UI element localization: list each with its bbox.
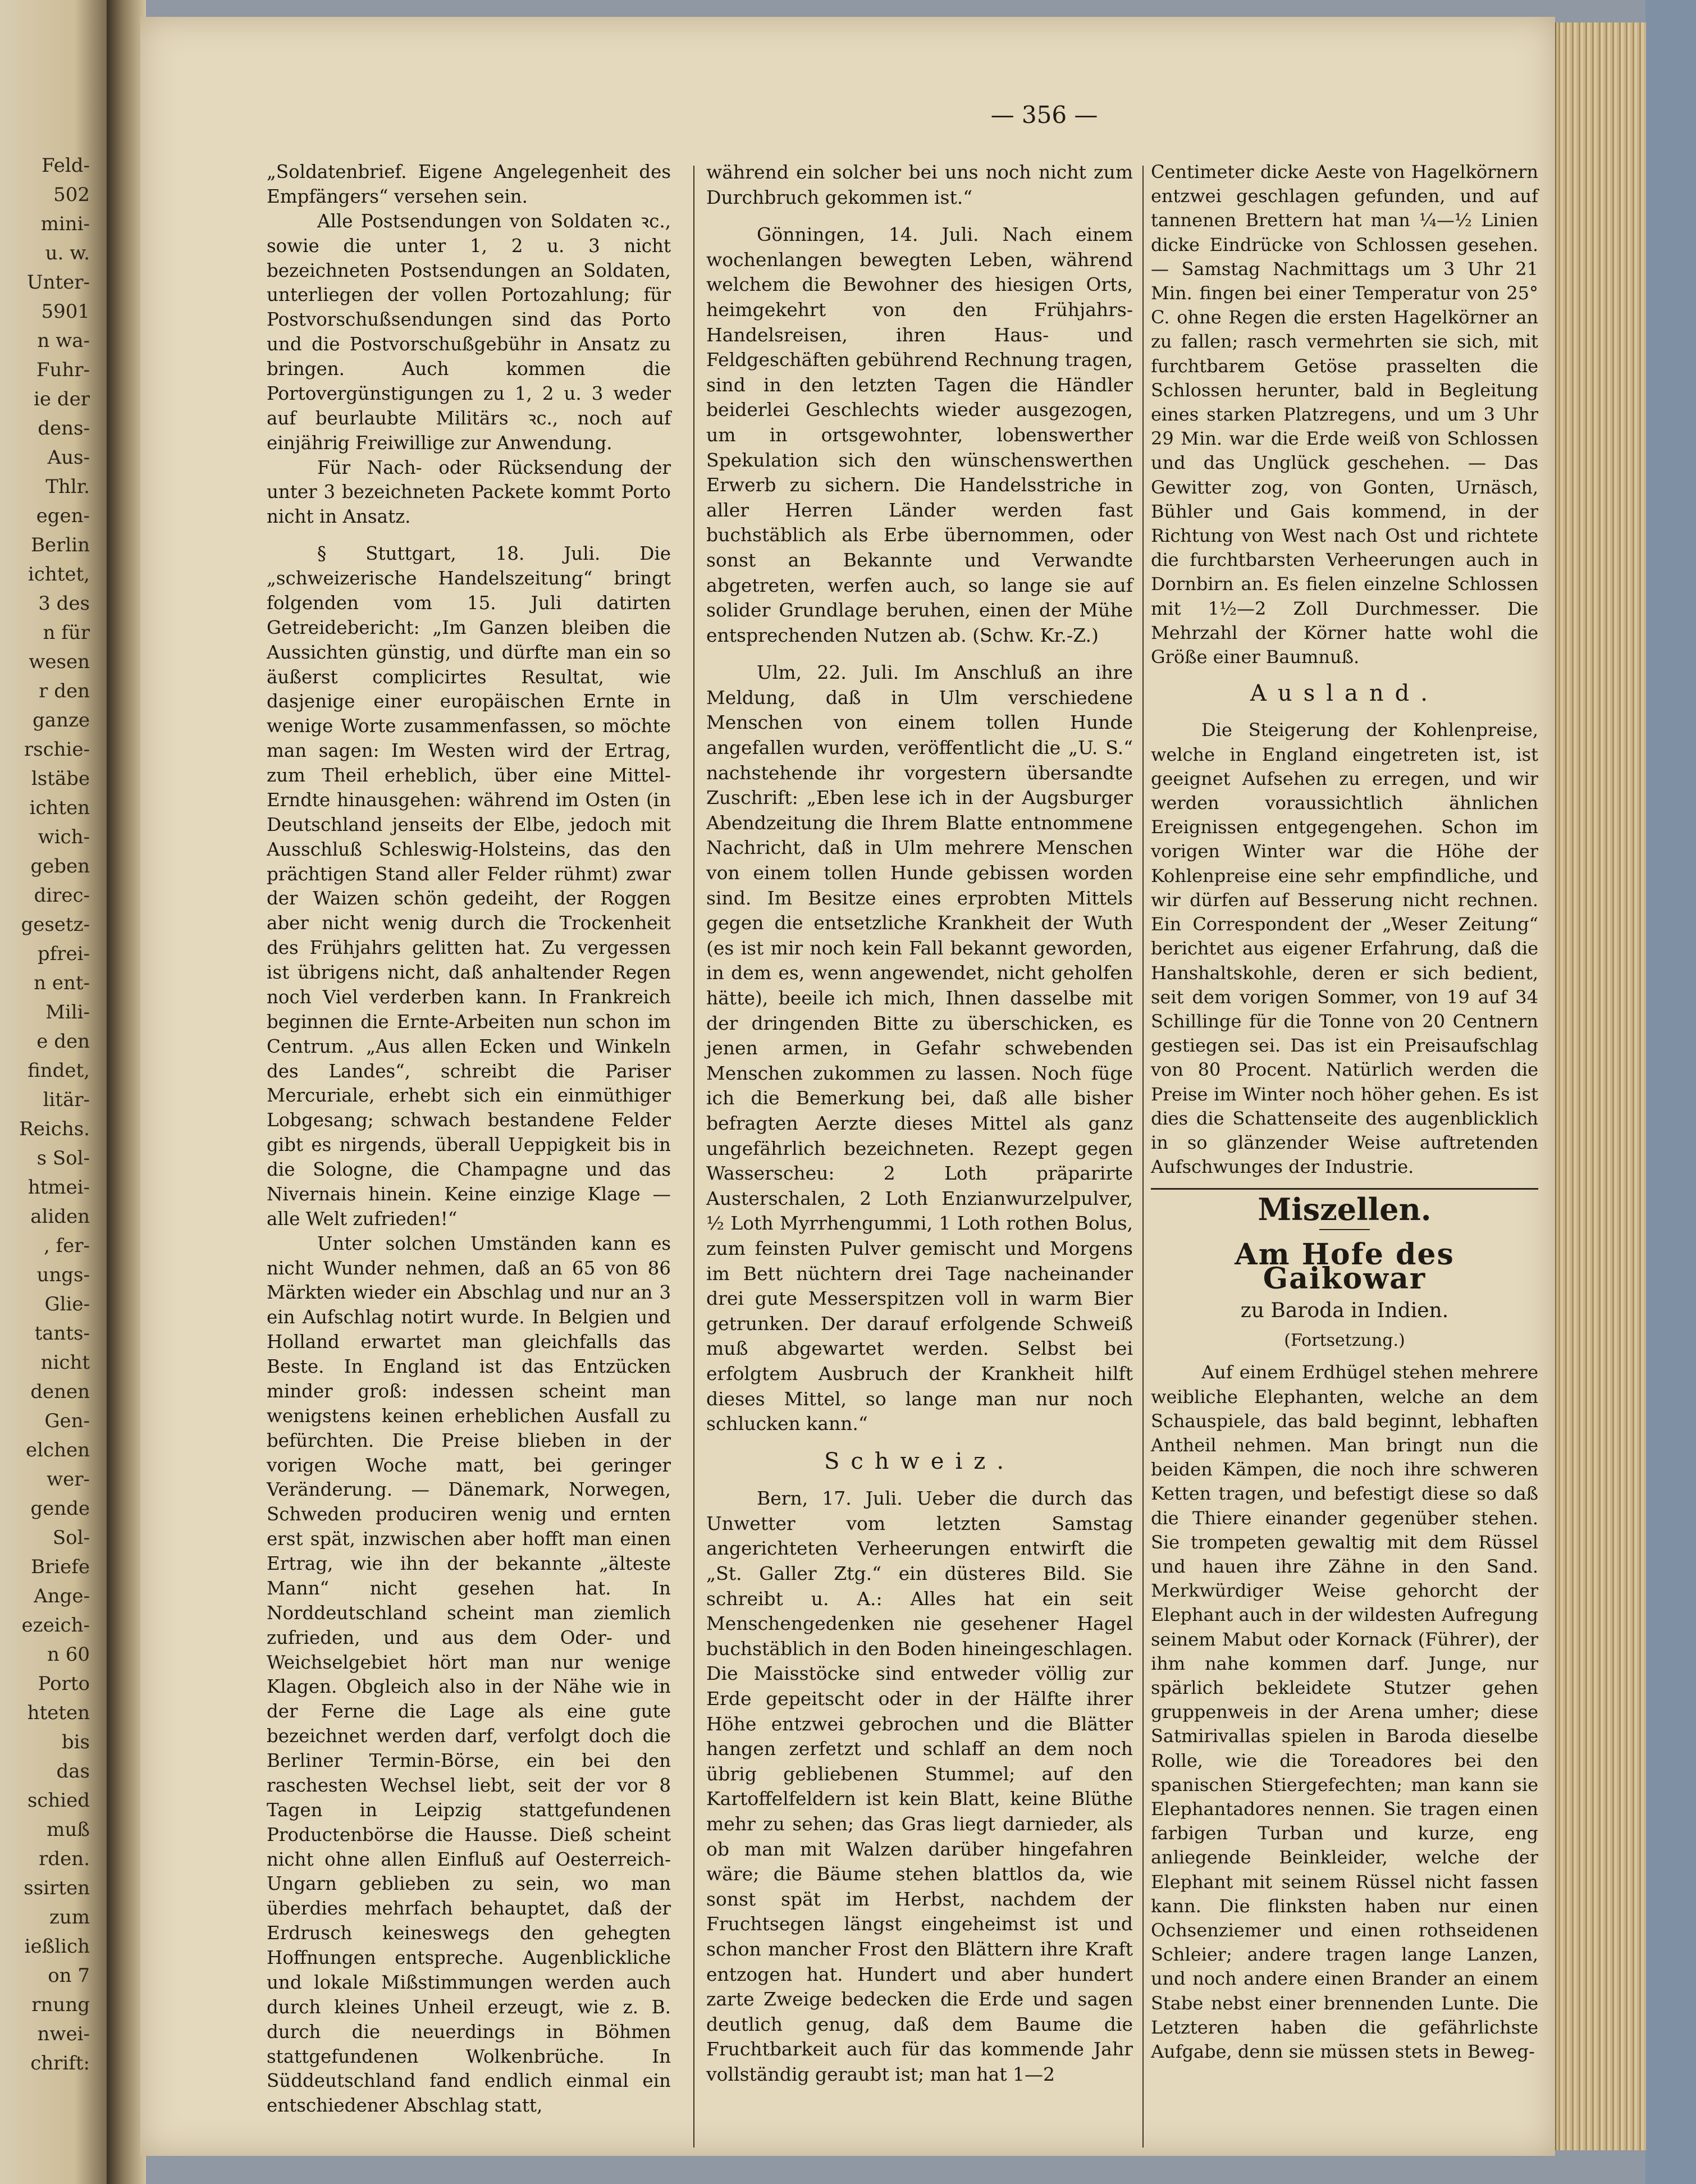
facing-page-text: hteten <box>27 1702 90 1724</box>
facing-page-text: dens- <box>38 417 90 440</box>
page-edges <box>1555 22 1646 2150</box>
facing-page-text: 5901 <box>41 300 90 323</box>
facing-page-text: s Sol- <box>36 1147 90 1169</box>
article-paragraph: Bern, 17. Juli. Ueber die durch das Unwetter vom letzten Samstag angerichteten Verheerungen entwirft die „St. Galler Ztg.“ ein düsteres Bild. Sie schreibt u. A.: Alles hat ein seit Menschengedenken nie gesehener Hagel buchstäblich in den Boden hineingeschlagen. Die Maisstöcke sind entweder völlig zur Erde gepeitscht oder in der Hälfte ihrer Höhe entzwei gebrochen und die Blätter hangen zerfetzt und schlaff an dem noch übrig gebliebenen Stummel; auf den Kartoffelfeldern ist kein Blatt, keine Blüthe mehr zu sehen; das Gras liegt darnieder, als ob man mit Walzen darüber hingefahren wäre; die Bäume stehen blattlos da, wie sonst spät im Herbst, nachdem der Fruchtsegen längst eingeheimst ist und schon mancher Frost den Blättern ihre Kraft entzogen hat. Hundert und aber hundert zarte Zweige bedecken die Erde und sagen deutlich genug, daß dem Baume die Fruchtbarkeit auch für das kommende Jahr vollständig geraubt ist; man hat 1—2 <box>706 1487 1133 2085</box>
facing-page-text: htmei- <box>28 1176 90 1199</box>
section-heading: Miszellen. <box>1258 1191 1432 1228</box>
facing-page-text: Glie- <box>44 1293 90 1315</box>
facing-page-text: n ent- <box>34 972 90 994</box>
facing-page-text: Mili- <box>45 1001 90 1024</box>
facing-page-text: Berlin <box>30 534 90 556</box>
facing-page-text: gende <box>30 1497 90 1520</box>
article-paragraph: Die Steigerung der Kohlenpreise, welche in England eingetreten ist, ist geeignet Aufsehen zu erregen, und wir werden voraussichtlich ähnlichen Ereignissen entgegengehen. Schon im vorigen Winter war die Höhe der Kohlenpreise eine sehr empfindliche, und wir dürfen auf Besserung nicht rechnen. Ein Correspondent der „Weser Zeitung“ berichtet aus eigener Erfahrung, daß die Hanshaltskohle, deren er sich bedient, seit dem vorigen Sommer, von 19 auf 34 Schillinge für die Tonne von 20 Centnern gestiegen sei. Das ist ein Preisaufschlag von 80 Procent. Natürlich werden die Preise im Winter noch höher gehen. Es ist dies die Schattenseite des augenblicklich in so glänzender Weise auftretenden Aufschwunges der Industrie. <box>1151 719 1538 1178</box>
facing-page-text: Feld- <box>42 154 90 177</box>
facing-page-text: Unter- <box>26 271 90 294</box>
facing-page-text: aliden <box>30 1205 90 1228</box>
facing-page-text: , fer- <box>43 1235 90 1257</box>
facing-page-text: egen- <box>36 505 90 527</box>
facing-page-text: Reichs. <box>19 1118 90 1140</box>
facing-page-fragment <box>0 0 107 2184</box>
facing-page-text: ichtet, <box>28 563 90 586</box>
facing-page-text: Briefe <box>31 1556 90 1578</box>
divider-rule <box>1151 1188 1538 1190</box>
facing-page-text: zum <box>49 1906 90 1929</box>
column-rule <box>1142 166 1144 2148</box>
facing-page-text: wesen <box>29 651 90 673</box>
section-heading: Ausland. <box>1250 680 1439 707</box>
article-paragraph: Unter solchen Umständen kann es nicht Wunder nehmen, daß an 65 von 86 Märkten wieder ein Abschlag und nur an 3 ein Aufschlag notirt wurde. In Belgien und Holland erwartet man gleichfalls das Beste. In England ist das Entzücken minder groß: indessen scheint man wenigstens keinen erheblichen Ausfall zu befürchten. Die Preise blieben in der vorigen Woche matt, bei geringer Veränderung. — Dänemark, Norwegen, Schweden produciren wenig und ernten erst spät, inzwischen aber hofft man einen Ertrag, wie ihn der bekannte „älteste Mann“ nicht gesehen hat. In Norddeutschland scheint man ziemlich zufrieden, und aus dem Oder- und Weichselgebiet hört man nur wenige Klagen. Obgleich also in der Nähe wie in der Ferne die Lage als eine gute bezeichnet werden darf, verfolgt doch die Berliner Termin-Börse, ein bei den raschesten Wechsel liebt, seit der vor 8 Tagen in Leipzig stattgefundenen Productenbörse die Hausse. Dieß scheint nicht ohne allen Einfluß auf Oesterreich-Ungarn geblieben zu sein, wo man überdies mehrfach behauptet, daß der Erdrusch keineswegs den gehegten Hoffnungen entspreche. Augenblickliche und lokale Mißstimmungen werden auch durch kleines Unheil erzeugt, wie z. B. durch die neuerdings in Böhmen stattgefundenen Wolkenbrüche. In Süddeutschland fand endlich einmal ein entschiedener Abschlag statt, <box>267 1232 671 2117</box>
facing-page-text: litär- <box>43 1089 90 1111</box>
facing-page-text: ießlich <box>24 1935 90 1958</box>
story-title: Am Hofe des Gaikowar <box>1235 1237 1455 1296</box>
facing-page-text: n für <box>43 622 90 644</box>
facing-page-text: Thlr. <box>45 476 90 498</box>
facing-page-text: Porto <box>38 1673 90 1695</box>
facing-page-text: ichten <box>29 797 90 819</box>
facing-page-text: ssirten <box>24 1877 90 1899</box>
facing-page-text: elchen <box>26 1439 90 1461</box>
column-2 <box>706 160 1133 2087</box>
facing-page-text: nwei- <box>37 2023 90 2045</box>
article-paragraph: während ein solcher bei uns noch nicht zum Durchbruch gekommen ist.“ <box>706 161 1133 208</box>
facing-page-text: gesetz- <box>21 913 90 936</box>
article-paragraph: Auf einem Erdhügel stehen mehrere weibliche Elephanten, welche an dem Schauspiele, das bald beginnt, lebhaften Antheil nehmen. Man bringt nun die beiden Kämpen, die noch ihre schweren Ketten tragen, und befestigt diese so daß die Thiere einander gegenüber stehen. Sie trompeten gewaltig mit dem Rüssel und hauen ihre Zähne in den Sand. Merkwürdiger Weise gehorcht der Elephant auch in der wildesten Aufregung seinem Mabut oder Kornack (Führer), der ihm nahe kommen darf. Junge, nur spärlich bekleidete Stutzer gehen gruppenweis in der Arena umher; diese Satmirivallas spielen in Baroda dieselbe Rolle, wie die Toreadores bei den spanischen Stiergefechten; man kann sie Elephantadores nennen. Sie tragen einen farbigen Turban und kurze, eng anliegende Beinkleider, welche der Elephant mit seinem Rüssel nicht fassen kann. Die flinksten haben nur einen Ochsenziemer und einen rothseidenen Schleier; andere tragen lange Lanzen, und noch andere einen Brander an einem Stabe nebst einer brennenden Lunte. Die Letzteren haben die gefährlichste Aufgabe, denn sie müssen stets in Beweg- <box>1151 1361 1538 2063</box>
section-heading: Schweiz. <box>824 1448 1016 1474</box>
article-paragraph: Ulm, 22. Juli. Im Anschluß an ihre Meldung, daß in Ulm verschiedene Menschen von einem tollen Hunde angefallen wurden, veröffentlicht die „U. S.“ nachstehende ihr vorgestern übersandte Zuschrift: „Eben lese ich in der Augsburger Abendzeitung die Ihrem Blatte entnommene Nachricht, daß in Ulm mehrere Menschen von einem tollen Hunde gebissen worden sind. Im Besitze eines erprobten Mittels gegen die entsetzliche Krankheit der Wuth (es ist mir noch kein Fall bekannt geworden, in dem es, wenn angewendet, nicht geholfen hätte), beeile ich mich, Ihnen dasselbe mit der dringenden Bitte zu überschicken, es jenen armen, in Gefahr schwebenden Menschen zukommen zu lassen. Noch füge ich die Bemerkung bei, daß alle bisher befragten Aerzte dieses Mittel als ganz ungefährlich bezeichneten. Rezept gegen Wasserscheu: 2 Loth präparirte Austerschalen, 2 Loth Enzianwurzelpulver, ½ Loth Myrrhengummi, 1 Loth rothen Bolus, zum feinsten Pulver gemischt und Morgens im Bett nüchtern drei Tage nacheinander drei gute Messerspitzen voll in warm Bier getrunken. Der darauf erfolgende Schweiß muß abgewartet werden. Selbst bei erfolgtem Ausbruch der Krankheit hilft dieses Mittel, so lange man nur noch schlucken kann.“ <box>706 661 1133 1435</box>
facing-page-text: ungs- <box>36 1264 90 1286</box>
article-paragraph: „Soldatenbrief. Eigene Angelegenheit des Empfängers“ versehen sein. <box>267 161 671 207</box>
story-subtitle: zu Baroda in Indien. <box>1240 1299 1449 1322</box>
facing-page-text: das <box>56 1760 90 1783</box>
facing-page-text: Aus- <box>47 446 90 469</box>
facing-page-text: nicht <box>40 1351 90 1374</box>
facing-page-text: lstäbe <box>31 767 90 790</box>
facing-page-text: ganze <box>33 709 90 732</box>
column-rule <box>693 166 694 2148</box>
facing-page-text: u. w. <box>45 242 90 264</box>
facing-page-text: Fuhr- <box>36 359 90 381</box>
facing-page-text: n 60 <box>47 1643 90 1666</box>
divider-rule <box>1319 1229 1370 1230</box>
facing-page-text: tants- <box>34 1322 90 1345</box>
facing-page-text: pfrei- <box>37 943 90 965</box>
article-paragraph: § Stuttgart, 18. Juli. Die „schweizerische Handelszeitung“ bringt folgenden vom 15. Juli datirten Getreidebericht: „Im Ganzen bleiben die Aussichten günstig, und dürfte man ein so äußerst complicirtes Resultat, wie dasjenige einer europäischen Ernte in wenige Worte zusammenfassen, so möchte man sagen: Im Westen wird der Ertrag, zum Theil erheblich, über eine Mittel-Erndte hinausgehen: während im Osten (in Deutschland jenseits der Elbe, jedoch mit Ausschluß Schleswig-Holsteins, das den prächtigen Stand aller Felder rühmt) zwar der Waizen schön gedeiht, der Roggen aber nicht wenig durch die Trockenheit des Frühjahrs gelitten hat. Zu vergessen ist übrigens nicht, daß anhaltender Regen noch Viel verderben kann. In Frankreich beginnen die Ernte-Arbeiten nun schon im Centrum. „Aus allen Ecken und Winkeln des Landes“, schreibt die Pariser Mercuriale, erhebt sich ein einmüthiger Lobgesang; schwach bestandene Felder gibt es nirgends, überall Ueppigkeit bis in die Sologne, die Champagne und das Nivernais hinein. Keine einzige Klage — alle Welt zufrieden!“ <box>267 543 671 1230</box>
facing-page-text: ie der <box>34 388 90 410</box>
facing-page-text: mini- <box>40 213 90 235</box>
facing-page-text: findet, <box>28 1059 90 1082</box>
facing-page-text: rschie- <box>24 738 90 761</box>
column-3 <box>1151 160 1538 2064</box>
facing-page-text: Gen- <box>44 1410 90 1432</box>
book-cover-edge <box>1645 0 1696 2184</box>
column-1 <box>267 160 671 2118</box>
facing-page-text: schied <box>27 1789 90 1812</box>
facing-page-text: Ange- <box>34 1585 90 1607</box>
facing-page-text: 3 des <box>38 592 90 615</box>
facing-page-text: 502 <box>53 184 90 206</box>
facing-page-text: Sol- <box>52 1527 90 1549</box>
article-paragraph: Alle Postsendungen von Soldaten ꝛc., sowie die unter 1, 2 u. 3 nicht bezeichneten Postsendungen an Soldaten, unterliegen der vollen Portozahlung; für Postvorschußsendungen sind das Porto und die Postvorschußgebühr in Ansatz zu bringen. Auch kommen die Portovergünstigungen zu 1, 2 u. 3 weder auf beurlaubte Militärs ꝛc., noch auf einjährig Freiwillige zur Anwendung. <box>267 210 671 454</box>
continuation-note: (Fortsetzung.) <box>1284 1331 1405 1351</box>
article-paragraph: Gönningen, 14. Juli. Nach einem wochenlangen bewegten Leben, während welchem die Bewohner des hiesigen Orts, heimgekehrt von den Frühjahrs-Handelsreisen, ihren Haus- und Feldgeschäften gebührend Rechnung tragen, sind in den letzten Tagen die Händler beiderlei Geschlechts wieder ausgezogen, um in ortsgewohnter, lobenswerther Spekulation sich den wünschenswerthen Erwerb zu sichern. Die Handelsstriche in aller Herren Länder werden fast buchstäblich als Erbe übernommen, oder sonst an Bekannte und Verwandte abgetreten, werfen auch, so lange sie auf solider Grundlage beruhen, einen der Mühe entsprechenden Nutzen ab. (Schw. Kr.-Z.) <box>706 223 1133 646</box>
facing-page-text: e den <box>36 1030 90 1053</box>
facing-page-text: chrift: <box>30 2052 90 2075</box>
page-number: — 356 — <box>990 101 1098 129</box>
facing-page-text: on 7 <box>48 1964 90 1987</box>
facing-page-text: direc- <box>34 884 90 907</box>
facing-page-text: geben <box>30 855 90 878</box>
facing-page-text: wich- <box>38 826 90 848</box>
facing-page-text: n wa- <box>37 330 90 352</box>
facing-page-text: muß <box>47 1819 90 1841</box>
facing-page-text: rnung <box>31 1994 90 2016</box>
article-paragraph: Für Nach- oder Rücksendung der unter 3 bezeichneten Packete kommt Porto nicht in Ansatz. <box>267 456 671 528</box>
article-paragraph: Centimeter dicke Aeste von Hagelkörnern entzwei geschlagen gefunden, und auf tannenen Brettern hat man ¼—½ Linien dicke Eindrücke von Schlossen gesehen. — Samstag Nachmittags um 3 Uhr 21 Min. fingen bei einer Temperatur von 25° C. ohne Regen die ersten Hagelkörner an zu fallen; rasch vermehrten sie sich, mit furchtbarem Getöse prasselten die Schlossen herunter, bald in Begleitung eines starken Platzregens, und um 3 Uhr 29 Min. war die Erde weiß von Schlossen und das Unglück geschehen. — Das Gewitter zog, von Gonten, Urnäsch, Bühler und Gais kommend, in der Richtung von West nach Ost und richtete die furchtbarsten Verheerungen auch in Dornbirn an. Es fielen einzelne Schlossen mit 1½—2 Zoll Durchmesser. Die Mehrzahl der Körner hatte wohl die Größe einer Baumnuß. <box>1151 161 1538 668</box>
facing-page-text: denen <box>30 1381 90 1403</box>
facing-page-text: ezeich- <box>21 1614 90 1637</box>
facing-page-text: r den <box>39 680 90 702</box>
facing-page-text: rden. <box>39 1848 90 1870</box>
facing-page-text: bis <box>61 1731 90 1753</box>
facing-page-text: wer- <box>47 1468 90 1491</box>
newspaper-page <box>140 17 1555 2156</box>
